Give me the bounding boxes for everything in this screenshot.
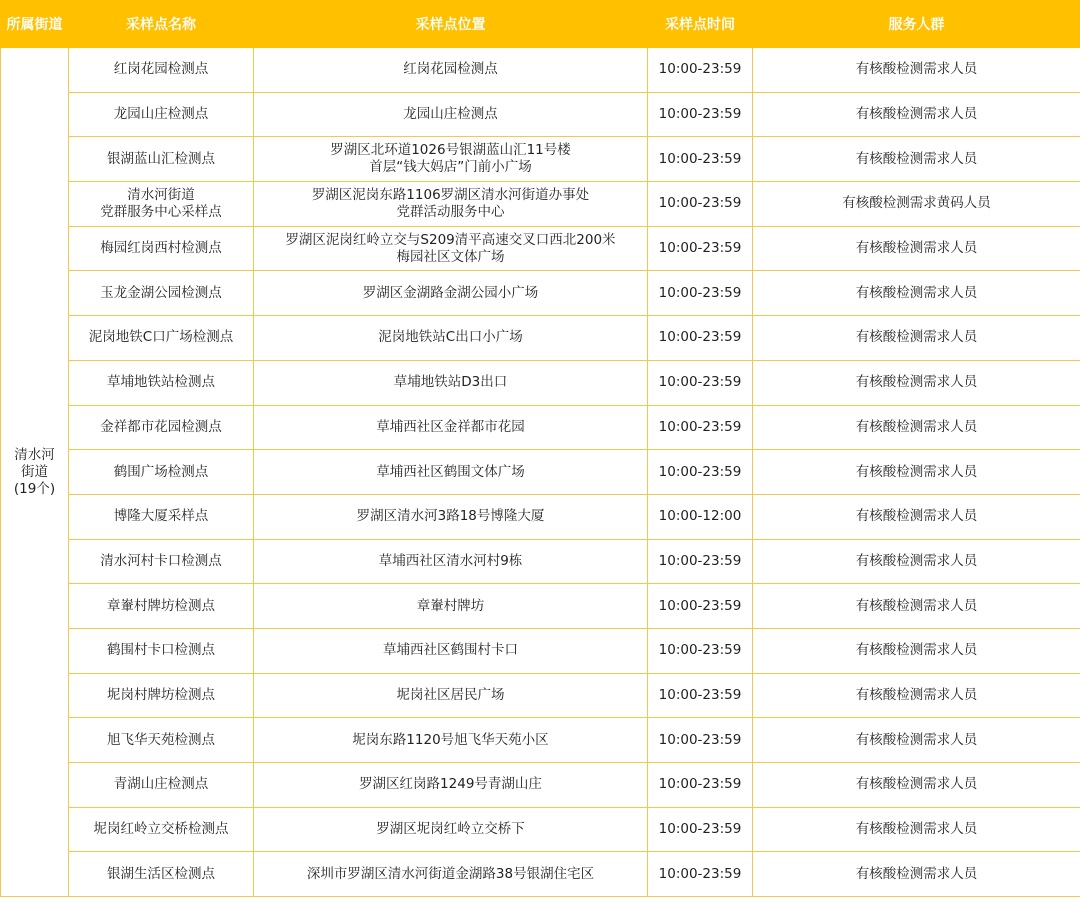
cell-line: 红岗花园检测点 [403,61,498,78]
table-row [1,92,1080,137]
cell-line: 玉龙金湖公园检测点 [100,284,222,301]
site-location-cell [254,92,648,137]
site-location-cell [254,628,648,673]
service-group-cell: 有核酸检测需求人员 [753,137,1080,182]
site-location-cell [254,539,648,584]
table-row [1,584,1080,629]
site-time-cell: 10:00-23:59 [648,271,753,316]
site-time-cell: 10:00-23:59 [648,92,753,137]
cell-line: 草埔地铁站检测点 [107,374,215,391]
cell-line: 深圳市罗湖区清水河街道金湖路38号银湖住宅区 [306,865,595,882]
header-group: 服务人群 [753,1,1080,48]
table-body [1,48,1080,897]
cell-line: 旭飞华天苑检测点 [107,731,215,748]
cell-line: 坭岗东路1120号旭飞华天苑小区 [352,731,549,748]
site-location-cell [254,763,648,808]
cell-line: 银湖生活区检测点 [107,865,215,882]
site-location-cell [254,137,648,182]
cell-line: 罗湖区北环道1026号银湖蓝山汇11号楼 [330,142,571,159]
site-time-cell: 10:00-23:59 [648,226,753,271]
site-time-cell: 10:00-12:00 [648,494,753,539]
site-name-cell [69,807,254,852]
service-group-cell: 有核酸检测需求人员 [753,763,1080,808]
cell-line: 金祥都市花园检测点 [100,418,222,435]
site-location-cell [254,807,648,852]
service-group-cell: 有核酸检测需求人员 [753,48,1080,93]
cell-line: 坭岗村牌坊检测点 [107,686,215,703]
cell-line: 清水河村卡口检测点 [100,552,222,569]
site-name-cell [69,316,254,361]
cell-line: 罗湖区金湖路金湖公园小广场 [362,284,539,301]
table-row [1,137,1080,182]
site-location-cell [254,271,648,316]
table-row [1,673,1080,718]
site-location-cell [254,360,648,405]
site-location-cell [254,673,648,718]
header-district: 所属街道 [1,1,69,48]
site-time-cell: 10:00-23:59 [648,182,753,227]
cell-line: 草埔西社区鹤围村卡口 [383,642,518,659]
table-row [1,450,1080,495]
table-row [1,807,1080,852]
site-time-cell: 10:00-23:59 [648,405,753,450]
site-name-cell [69,137,254,182]
cell-line: 罗湖区泥岗红岭立交与S209清平高速交叉口西北200米 [285,231,616,248]
cell-line: 罗湖区红岗路1249号青湖山庄 [359,776,542,793]
service-group-cell: 有核酸检测需求黄码人员 [753,182,1080,227]
cell-line: 梅园红岗西村检测点 [100,240,222,257]
table-row [1,226,1080,271]
service-group-cell: 有核酸检测需求人员 [753,360,1080,405]
service-group-cell: 有核酸检测需求人员 [753,405,1080,450]
site-name-cell [69,226,254,271]
cell-line: 街道 [21,463,48,480]
site-time-cell: 10:00-23:59 [648,539,753,584]
site-name-cell [69,539,254,584]
table-header [1,1,1080,48]
table-row [1,48,1080,93]
site-time-cell: 10:00-23:59 [648,763,753,808]
service-group-cell: 有核酸检测需求人员 [753,584,1080,629]
site-name-cell [69,48,254,93]
site-location-cell [254,48,648,93]
site-location-cell [254,584,648,629]
table-row [1,360,1080,405]
service-group-cell: 有核酸检测需求人员 [753,718,1080,763]
site-name-cell [69,450,254,495]
cell-line: 章輋村牌坊 [416,597,485,614]
table-row [1,718,1080,763]
service-group-cell: 有核酸检测需求人员 [753,226,1080,271]
cell-line: 坭岗社区居民广场 [396,686,505,703]
site-location-cell [254,182,648,227]
site-time-cell: 10:00-23:59 [648,316,753,361]
cell-line: 博隆大厦采样点 [113,508,209,525]
site-name-cell [69,763,254,808]
site-name-cell [69,271,254,316]
cell-line: (19个) [13,480,56,497]
site-time-cell: 10:00-23:59 [648,450,753,495]
cell-line: 泥岗地铁站C出口小广场 [378,329,523,346]
header-row [1,1,1080,48]
cell-line: 罗湖区清水河3路18号博隆大厦 [356,508,545,525]
service-group-cell: 有核酸检测需求人员 [753,628,1080,673]
site-location-cell [254,494,648,539]
site-name-cell [69,673,254,718]
table-row [1,316,1080,361]
service-group-cell: 有核酸检测需求人员 [753,539,1080,584]
service-group-cell: 有核酸检测需求人员 [753,673,1080,718]
site-name-cell [69,584,254,629]
service-group-cell: 有核酸检测需求人员 [753,807,1080,852]
cell-line: 章輋村牌坊检测点 [107,597,215,614]
table-row [1,271,1080,316]
site-name-cell [69,628,254,673]
cell-line: 首层“钱大妈店”门前小广场 [369,159,532,176]
site-name-cell [69,405,254,450]
cell-line: 梅园社区文体广场 [396,248,505,265]
table-row [1,852,1080,897]
header-name: 采样点名称 [69,1,254,48]
site-time-cell: 10:00-23:59 [648,360,753,405]
site-time-cell: 10:00-23:59 [648,807,753,852]
cell-line: 鹤围村卡口检测点 [107,642,215,659]
site-name-cell [69,718,254,763]
service-group-cell: 有核酸检测需求人员 [753,316,1080,361]
cell-line: 银湖蓝山汇检测点 [107,150,215,167]
site-location-cell [254,852,648,897]
header-location: 采样点位置 [254,1,648,48]
site-name-cell [69,852,254,897]
table-row [1,494,1080,539]
cell-line: 龙园山庄检测点 [113,106,209,123]
cell-line: 草埔西社区金祥都市花园 [376,418,525,435]
cell-line: 党群活动服务中心 [396,203,505,220]
service-group-cell: 有核酸检测需求人员 [753,92,1080,137]
table-row [1,763,1080,808]
site-name-cell [69,494,254,539]
table-row [1,628,1080,673]
site-time-cell: 10:00-23:59 [648,137,753,182]
cell-line: 清水河 [14,446,55,463]
site-location-cell [254,450,648,495]
site-location-cell [254,226,648,271]
site-name-cell [69,360,254,405]
site-time-cell: 10:00-23:59 [648,852,753,897]
cell-line: 清水河街道 [127,186,195,203]
site-time-cell: 10:00-23:59 [648,718,753,763]
cell-line: 红岗花园检测点 [113,61,209,78]
cell-line: 草埔地铁站D3出口 [393,374,508,391]
site-name-cell [69,92,254,137]
district-cell [1,48,69,897]
cell-line: 党群服务中心采样点 [100,203,222,220]
site-name-cell [69,182,254,227]
cell-line: 草埔西社区鹤围文体广场 [376,463,525,480]
cell-line: 罗湖区坭岗红岭立交桥下 [376,821,525,838]
site-location-cell [254,718,648,763]
cell-line: 坭岗红岭立交桥检测点 [93,821,229,838]
cell-line: 龙园山庄检测点 [403,106,498,123]
site-time-cell: 10:00-23:59 [648,584,753,629]
cell-line: 罗湖区泥岗东路1106罗湖区清水河街道办事处 [311,186,590,203]
table-row [1,539,1080,584]
service-group-cell: 有核酸检测需求人员 [753,852,1080,897]
header-time: 采样点时间 [648,1,753,48]
site-location-cell [254,316,648,361]
site-time-cell: 10:00-23:59 [648,48,753,93]
service-group-cell: 有核酸检测需求人员 [753,494,1080,539]
cell-line: 青湖山庄检测点 [113,776,209,793]
service-group-cell: 有核酸检测需求人员 [753,271,1080,316]
site-time-cell: 10:00-23:59 [648,673,753,718]
cell-line: 泥岗地铁C口广场检测点 [88,329,234,346]
site-time-cell: 10:00-23:59 [648,628,753,673]
cell-line: 鹤围广场检测点 [113,463,209,480]
service-group-cell: 有核酸检测需求人员 [753,450,1080,495]
site-location-cell [254,405,648,450]
table-row [1,405,1080,450]
cell-line: 草埔西社区清水河村9栋 [378,552,523,569]
table-row [1,182,1080,227]
